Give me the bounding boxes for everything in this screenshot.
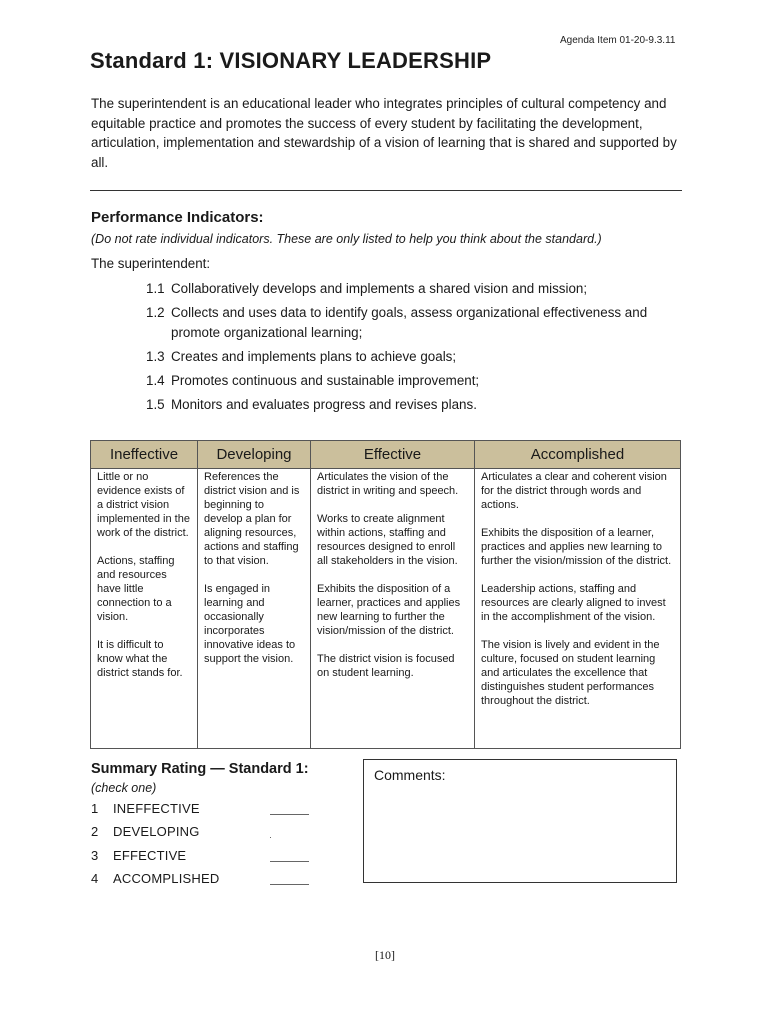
rating-option <box>91 801 321 824</box>
rating-options <box>91 801 321 894</box>
rating-option-number: 1 <box>91 801 99 816</box>
rubric-paragraph: References the district vision and is beginning to develop a plan for aligning resources, actions and staffing to that vision. <box>204 471 300 567</box>
page-number: [10] <box>375 948 395 962</box>
performance-indicators-lead: The superintendent: <box>91 256 211 271</box>
rating-checkbox-line[interactable] <box>270 861 309 862</box>
indicator-text: Promotes continuous and sustainable improvement; <box>171 372 480 388</box>
rating-option <box>91 848 321 871</box>
indicator-item <box>146 303 686 342</box>
summary-rating-heading: Summary Rating — Standard 1: <box>91 761 309 777</box>
rubric-paragraph: Works to create alignment within actions, staffing and resources designed to enroll all stakeholders in the vision. <box>317 513 458 567</box>
rubric-paragraph: Leadership actions, staffing and resources are clearly aligned to invest in the accomplishment of the vision. <box>481 583 666 623</box>
rubric-paragraph: Is engaged in learning and occasionally incorporates innovative ideas to support the vision. <box>204 583 296 665</box>
rubric-paragraph: Exhibits the disposition of a learner, practices and applies new learning to further the vision/mission of the district. <box>317 583 461 637</box>
indicator-number: 1.5 <box>146 396 165 412</box>
indicator-number: 1.3 <box>146 348 165 364</box>
indicator-item <box>146 371 686 391</box>
rating-option-label: EFFECTIVE <box>113 847 187 863</box>
rubric-paragraph: Little or no evidence exists of a district vision implemented in the work of the district. <box>97 471 190 539</box>
indicator-number: 1.1 <box>146 281 165 296</box>
rubric-header-ineffective: Ineffective <box>91 441 198 469</box>
rubric-header-row <box>91 441 681 469</box>
rubric-paragraph: It is difficult to know what the district stands for. <box>97 639 183 679</box>
rubric-paragraph: Actions, staffing and resources have little connection to a vision. <box>97 555 175 623</box>
rating-option-number: 4 <box>91 870 99 886</box>
indicator-text: Collects and uses data to identify goals, assess organizational effectiveness and promote organizational learning; <box>171 305 648 340</box>
performance-indicators-note: (Do not rate individual indicators. These are only listed to help you think about the standard.) <box>91 232 602 246</box>
indicator-item <box>146 395 686 415</box>
rating-option-label: INEFFECTIVE <box>113 801 200 816</box>
indicator-item <box>146 279 686 299</box>
performance-indicators-heading: Performance Indicators: <box>91 209 264 226</box>
standard-title: Standard 1: VISIONARY LEADERSHIP <box>90 48 492 73</box>
rubric-cell-developing <box>198 469 311 749</box>
rubric-cell-ineffective <box>91 469 198 749</box>
rating-checkbox-line[interactable] <box>270 814 309 815</box>
rubric-body-row <box>91 469 681 749</box>
section-divider <box>90 190 682 191</box>
rubric-header-accomplished: Accomplished <box>475 441 681 469</box>
rubric-header-effective: Effective <box>311 441 475 469</box>
indicator-text: Collaboratively develops and implements a shared vision and mission; <box>171 281 588 296</box>
rating-option <box>91 871 321 894</box>
rating-checkbox-line[interactable] <box>270 884 309 885</box>
summary-rating-note: (check one) <box>91 781 157 795</box>
indicator-text: Creates and implements plans to achieve goals; <box>171 348 457 364</box>
rating-option-number: 2 <box>91 824 99 840</box>
indicator-number: 1.4 <box>146 372 165 388</box>
agenda-item-label: Agenda Item 01-20-9.3.11 <box>560 35 676 46</box>
rubric-paragraph: The district vision is focused on student learning. <box>317 653 455 679</box>
indicator-list <box>146 279 686 419</box>
rubric-cell-effective <box>311 469 475 749</box>
rating-checkbox-line[interactable] <box>270 837 271 838</box>
rubric-paragraph: The vision is lively and evident in the culture, focused on student learning and articulates the excellence that distinguishes student performances throughout the district. <box>481 639 660 707</box>
indicator-text: Monitors and evaluates progress and revises plans. <box>171 396 477 412</box>
comments-label: Comments: <box>374 767 446 783</box>
comments-box[interactable] <box>363 759 677 883</box>
rubric-paragraph: Exhibits the disposition of a learner, practices and applies new learning to further the vision/mission of the district. <box>481 527 672 567</box>
standard-description: The superintendent is an educational leader who integrates principles of cultural competency and equitable practice and promotes the success of every student by facilitating the development, articulation, implementation and stewardship of a vision of learning that is shared and supported by all. <box>91 96 677 170</box>
rating-option <box>91 824 321 847</box>
indicator-number: 1.2 <box>146 305 165 320</box>
rubric-cell-accomplished <box>475 469 681 749</box>
rubric-paragraph: Articulates a clear and coherent vision for the district through words and actions. <box>481 471 667 511</box>
rubric-table <box>90 440 681 749</box>
indicator-item <box>146 347 686 367</box>
rating-option-label: ACCOMPLISHED <box>113 870 220 886</box>
rating-option-label: DEVELOPING <box>113 824 200 840</box>
rubric-header-developing: Developing <box>198 441 311 469</box>
rating-option-number: 3 <box>91 847 99 863</box>
rubric-paragraph: Articulates the vision of the district in writing and speech. <box>317 471 459 497</box>
